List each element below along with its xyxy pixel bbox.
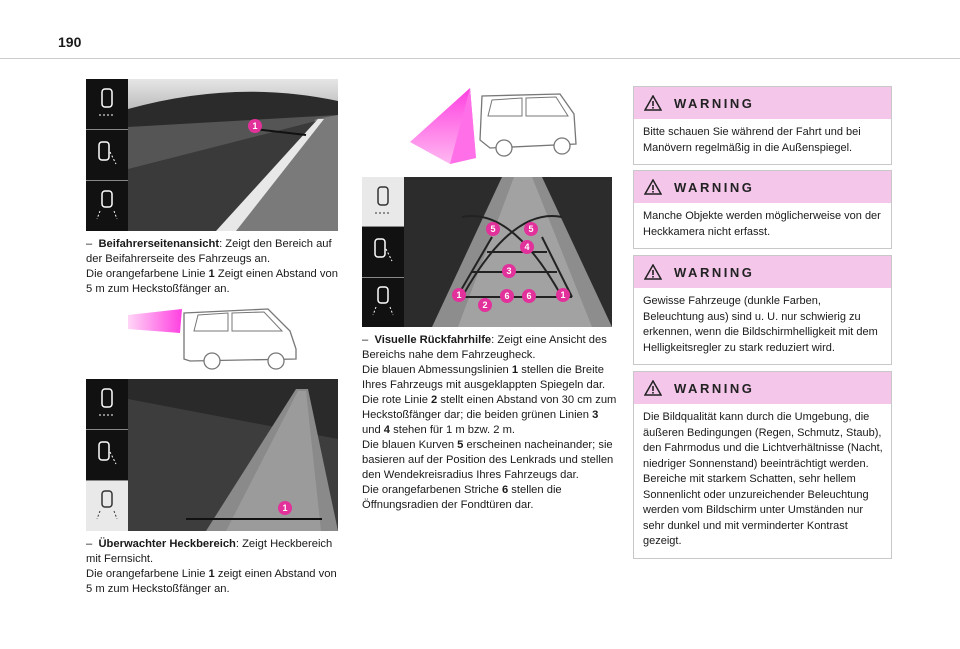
text: und <box>362 424 384 436</box>
view-button-side[interactable] <box>86 130 128 181</box>
car-top-icon <box>372 185 394 219</box>
ref-number: 2 <box>431 394 438 406</box>
text: stehen für 1 m bzw. 2 m. <box>390 424 515 436</box>
text: Die blauen Kurven <box>362 439 458 451</box>
warning-header <box>634 171 891 203</box>
warning-label: WARNING <box>674 179 755 195</box>
view-button-side[interactable] <box>86 430 128 481</box>
marker-2: 2 <box>478 298 492 312</box>
ref-number: 6 <box>501 484 509 496</box>
car-top-icon <box>96 387 118 421</box>
ref-number: 5 <box>457 439 464 451</box>
term-passenger-side-view: Beifahrerseitenansicht <box>98 238 220 250</box>
description: : Zeigt eine Ansicht des Bereichs nahe dem Fahrzeugheck. <box>362 334 607 361</box>
page-number: 190 <box>58 34 82 50</box>
warning-box-2 <box>633 170 892 249</box>
view-button-side[interactable] <box>362 227 404 277</box>
ref-number: 1 <box>511 364 519 376</box>
header-rule <box>0 58 960 59</box>
warning-box-1 <box>633 86 892 165</box>
rear-area-camera-image <box>86 379 338 531</box>
warning-label: WARNING <box>674 380 755 396</box>
ref-number: 1 <box>208 568 215 580</box>
line-text: Die orangefarbene Linie <box>86 568 209 580</box>
text: stellt einen Abstand von 30 cm zum Heckstoßfänger dar; die beiden grünen Linien <box>362 394 617 421</box>
view-button-rear[interactable] <box>86 379 128 430</box>
marker-6-left: 6 <box>500 289 514 303</box>
car-side-view-icon <box>96 138 118 172</box>
camera-view-selector <box>86 379 128 531</box>
term-monitored-rear-area: Überwachter Heckbereich <box>98 538 236 550</box>
warning-triangle-icon <box>644 264 662 280</box>
warning-label: WARNING <box>674 264 755 280</box>
term-visual-reverse-assist: Visuelle Rückfahrhilfe <box>374 334 492 346</box>
warning-triangle-icon <box>644 380 662 396</box>
marker-6-right: 6 <box>522 289 536 303</box>
warning-triangle-icon <box>644 95 662 111</box>
van-side-illustration <box>128 303 300 371</box>
car-side-view-icon <box>372 235 394 269</box>
marker-1: 1 <box>278 501 292 515</box>
marker-3: 3 <box>502 264 516 278</box>
text: stellen die Öffnungsradien der Fondtüren dar. <box>362 484 562 511</box>
dash: – <box>86 238 93 250</box>
text: Die orangefarbenen Striche <box>362 484 502 496</box>
marker-1: 1 <box>248 119 262 133</box>
car-wide-view-icon <box>372 285 394 319</box>
warning-text: Bitte schauen Sie während der Fahrt und bei Manövern regelmäßig in die Außenspiegel. <box>643 126 861 154</box>
text: erscheinen nacheinander; sie basieren auf der Position des Lenkrads und stellen den Wendekreisradius Ihres Fahrzeugs dar. <box>362 439 614 481</box>
ref-number: 3 <box>592 409 599 421</box>
warning-text: Die Bildqualität kann durch die Umgebung, die äußeren Bedingungen (Regen, Schmutz, Staub), den Fahrmodus und die Lichtverhältnisse (Nacht, niedriger Sonnenstand) beeinträchtigt werden. Bereiche mit starkem Schatten, sehr hellem Sonnenlicht oder unzureichender Beleuchtung werden vom Bildschirm unter Umständen nur sehr dunkel und mit verminderter Kontrast gezeigt. <box>643 411 883 547</box>
marker-1-right: 1 <box>556 288 570 302</box>
ref-number: 1 <box>208 268 215 280</box>
marker-1-left: 1 <box>452 288 466 302</box>
dash: – <box>362 334 369 346</box>
warning-header <box>634 372 891 404</box>
warning-label: WARNING <box>674 95 755 111</box>
ref-number: 4 <box>383 424 391 436</box>
marker-5-right: 5 <box>524 222 538 236</box>
section-rear-assist-text <box>362 333 620 513</box>
warning-text: Gewisse Fahrzeuge (dunkle Farben, Beleuchtung aus) sind u. U. nur schwierig zu erkennen, wenn die Bildschirmhelligkeit mit dem Helligkeitsregler zu stark reduziert wird. <box>643 295 878 354</box>
warning-header <box>634 256 891 288</box>
passenger-side-camera-image <box>86 79 338 231</box>
car-wide-view-icon <box>96 489 118 523</box>
line-text-rest: zeigt einen Abstand von 5 m zum Heckstoßfänger an. <box>86 568 337 595</box>
view-button-rear[interactable] <box>86 79 128 130</box>
text: stellen die Breite Ihres Fahrzeugs mit ausgeklappten Spiegeln dar. <box>362 364 606 391</box>
warning-box-3 <box>633 255 892 365</box>
text: Die blauen Abmessungslinien <box>362 364 512 376</box>
description: : Zeigt Heckbereich mit Fernsicht. <box>86 538 333 565</box>
marker-4: 4 <box>520 240 534 254</box>
camera-view-selector <box>86 79 128 231</box>
marker-5-left: 5 <box>486 222 500 236</box>
section-passenger-side-text <box>86 237 344 297</box>
warning-triangle-icon <box>644 179 662 195</box>
warning-text: Manche Objekte werden möglicherweise von der Heckkamera nicht erfasst. <box>643 210 881 238</box>
van-rear-cone-illustration <box>410 84 580 168</box>
car-side-view-icon <box>96 438 118 472</box>
warning-header <box>634 87 891 119</box>
rear-assist-camera-image <box>362 177 612 327</box>
line-text: Die orangefarbene Linie <box>86 268 209 280</box>
description: : Zeigt den Bereich auf der Beifahrerseite des Fahrzeugs an. <box>86 238 332 265</box>
car-wide-view-icon <box>96 189 118 223</box>
view-button-rear[interactable] <box>362 177 404 227</box>
line-text-rest: Zeigt einen Abstand von 5 m zum Heckstoßfänger an. <box>86 268 338 295</box>
warning-box-4 <box>633 371 892 559</box>
text: Die rote Linie <box>362 394 432 406</box>
car-top-icon <box>96 87 118 121</box>
view-button-wide[interactable] <box>362 278 404 327</box>
camera-view-selector <box>362 177 404 327</box>
view-button-wide[interactable] <box>86 481 128 531</box>
dash: – <box>86 538 93 550</box>
section-rear-area-text <box>86 537 344 597</box>
view-button-wide[interactable] <box>86 181 128 231</box>
